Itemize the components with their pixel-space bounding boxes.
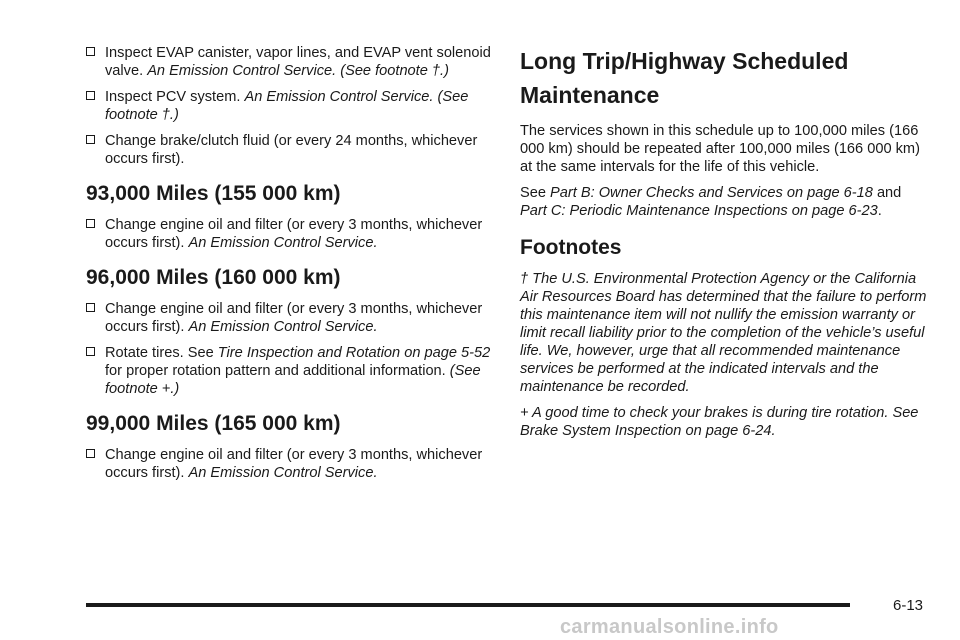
page-number: 6-13 — [893, 597, 924, 614]
item-note: An Emission Control Service. — [188, 465, 378, 481]
item-note: An Emission Control Service. (See footnote †.) — [105, 89, 469, 123]
checklist-group-top — [86, 44, 498, 168]
item-note: An Emission Control Service. (See footnote †.) — [147, 63, 449, 79]
item-text: Inspect PCV system. — [105, 89, 245, 105]
item-text: Change engine oil and filter (or every 3 months, whichever occurs first). — [105, 217, 483, 251]
footnotes-heading: Footnotes — [520, 236, 622, 259]
item-text: Change engine oil and filter (or every 3 months, whichever occurs first). — [105, 447, 483, 481]
see-references: See Part B: Owner Checks and Services on page 6-18 and Part C: Periodic Maintenance Inspections on page 6-23. — [520, 185, 902, 219]
checklist-item — [86, 44, 498, 80]
checklist-item — [86, 88, 498, 124]
left-column — [86, 44, 498, 490]
intro-paragraph: The services shown in this schedule up to 100,000 miles (166 000 km) should be repeated after 100,000 miles (166 000 km) at the same intervals for the life of this vehicle. — [520, 123, 920, 175]
item-text: Change brake/clutch fluid (or every 24 months, whichever occurs first). — [105, 133, 478, 167]
item-note: (See footnote +.) — [105, 363, 481, 397]
cross-reference-link[interactable]: Tire Inspection and Rotation on page 5-52 — [217, 345, 491, 361]
checklist-item — [86, 446, 498, 482]
section-title: Long Trip/Highway Scheduled Maintenance — [520, 48, 849, 108]
item-text: for proper rotation pattern and additional information. — [105, 363, 450, 379]
heading-96000-miles: 96,000 Miles (160 000 km) — [86, 266, 341, 289]
checkbox-icon — [86, 219, 95, 228]
item-text: Inspect EVAP canister, vapor lines, and EVAP vent solenoid valve. — [105, 45, 491, 79]
right-column — [520, 44, 930, 448]
item-note: An Emission Control Service. — [188, 235, 378, 251]
checkbox-icon — [86, 347, 95, 356]
checkbox-icon — [86, 47, 95, 56]
footer-rule — [86, 603, 850, 607]
checkbox-icon — [86, 91, 95, 100]
heading-93000-miles: 93,000 Miles (155 000 km) — [86, 182, 341, 205]
item-text: Rotate tires. See — [105, 345, 218, 361]
checkbox-icon — [86, 303, 95, 312]
checkbox-icon — [86, 449, 95, 458]
checkbox-icon — [86, 135, 95, 144]
footnote-dagger: † The U.S. Environmental Protection Agency or the California Air Resources Board has determined that the failure to perform this maintenance item will not nullify the emission warranty or limit recall liability prior to the completion of the vehicle’s useful life. We, however, urge that all recommended maintenance services be performed at the indicated intervals and the maintenance be recorded. — [520, 271, 927, 395]
checklist-item — [86, 132, 498, 168]
checklist-item — [86, 344, 498, 398]
footnote-plus: + A good time to check your brakes is during tire rotation. See Brake System Inspection on page 6-24. — [520, 405, 919, 439]
cross-reference-link[interactable]: Part B: Owner Checks and Services on page 6-18 — [550, 185, 873, 201]
item-note: An Emission Control Service. — [188, 319, 378, 335]
heading-99000-miles: 99,000 Miles (165 000 km) — [86, 412, 341, 435]
site-watermark: carmanualsonline.info — [560, 616, 779, 638]
item-text: Change engine oil and filter (or every 3 months, whichever occurs first). — [105, 301, 483, 335]
checklist-item — [86, 300, 498, 336]
checklist-item — [86, 216, 498, 252]
cross-reference-link[interactable]: Part C: Periodic Maintenance Inspections on page 6-23 — [520, 203, 878, 219]
